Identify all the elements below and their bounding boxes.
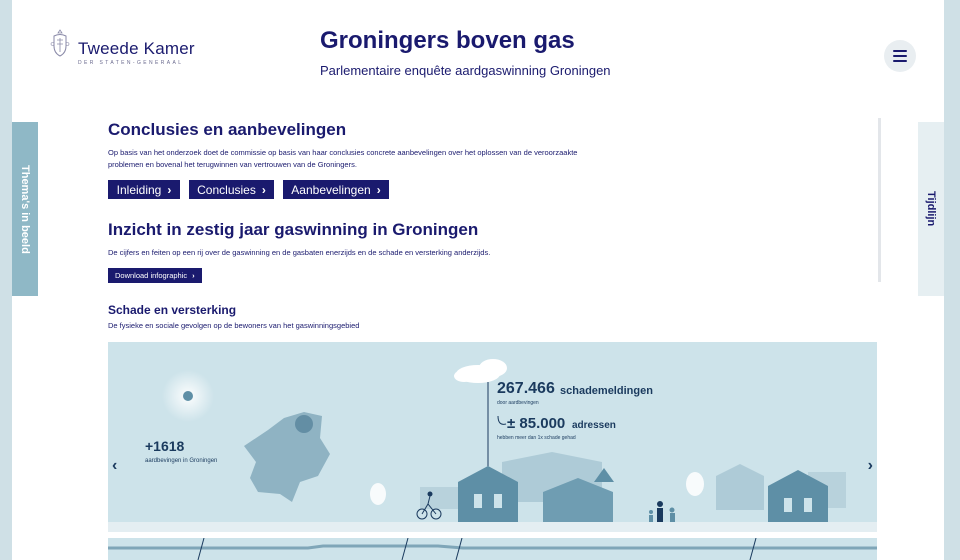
infographic-scene	[108, 342, 877, 532]
scrollbar[interactable]	[878, 118, 881, 282]
crest-icon	[50, 28, 70, 58]
inleiding-button[interactable]	[108, 180, 180, 199]
hook-line	[498, 416, 506, 424]
damage-reports-unit: schademeldingen	[560, 385, 653, 397]
left-edge	[0, 0, 12, 560]
themes-side-tab-label: Thema's in beeld	[19, 164, 31, 254]
menu-button[interactable]	[884, 40, 916, 72]
infographic-carousel	[108, 342, 877, 532]
tweede-kamer-logo[interactable]	[50, 28, 195, 66]
chevron-right-icon: ›	[376, 182, 381, 197]
chevron-right-icon: ›	[261, 182, 266, 197]
inleiding-button-label: Inleiding	[116, 182, 162, 197]
page-subtitle: Parlementaire enquête aardgaswinning Groningen	[320, 63, 611, 78]
insight-heading: Inzicht in zestig jaar gaswinning in Groningen	[108, 220, 479, 239]
timeline-side-tab[interactable]	[918, 122, 944, 296]
chevron-left-icon[interactable]: ‹	[112, 457, 118, 474]
infographic-ground-strip	[108, 538, 877, 560]
address-value: ± 85.000	[507, 415, 566, 432]
chevron-right-icon: ›	[167, 182, 172, 197]
damage-reports-label: door aardbevingen	[497, 400, 539, 406]
timeline-side-tab-label: Tijdlijn	[925, 191, 937, 227]
aanbevelingen-button-label: Aanbevelingen	[291, 182, 371, 197]
conclusions-heading: Conclusies en aanbevelingen	[108, 120, 347, 139]
right-edge	[944, 0, 960, 560]
themes-side-tab[interactable]	[12, 122, 38, 296]
chevron-right-icon: ›	[192, 271, 195, 280]
conclusions-text: Op basis van het onderzoek doet de commissie op basis van haar conclusies concrete aanbevelingen over het oplossen van de veroorzaakte problemen en bovenal het terugwinnen van vertrouwen van de Groningers.	[108, 148, 578, 169]
quakes-value: +1618	[145, 438, 185, 454]
hamburger-menu-icon-line	[893, 55, 907, 57]
ground-strip-graphic	[108, 538, 877, 560]
page-title: Groningers boven gas	[320, 27, 575, 54]
conclusies-button-label: Conclusies	[197, 182, 256, 197]
hamburger-menu-icon-line	[893, 60, 907, 62]
damage-reports-value: 267.466	[497, 380, 555, 397]
download-infographic-label: Download infographic	[115, 271, 188, 280]
damage-heading: Schade en versterking	[108, 303, 237, 317]
quakes-label: aardbevingen in Groningen	[145, 458, 218, 464]
address-unit: adressen	[572, 420, 616, 431]
insight-text: De cijfers en feiten op een rij over de gaswinning en de gasbaten enerzijds en de schade en versterking anderzijds.	[108, 248, 491, 257]
hamburger-menu-icon	[893, 50, 907, 52]
aanbevelingen-button[interactable]	[283, 180, 389, 199]
conclusies-button[interactable]	[189, 180, 274, 199]
groningen-marker	[295, 415, 313, 433]
sun-core	[183, 391, 193, 401]
netherlands-map	[244, 412, 330, 502]
chevron-right-icon[interactable]: ›	[867, 457, 873, 474]
logo-subtitle: DER STATEN-GENERAAL	[78, 60, 184, 66]
damage-text: De fysieke en sociale gevolgen op de bewoners van het gaswinningsgebied	[108, 321, 360, 330]
logo-name: Tweede Kamer	[78, 39, 195, 58]
download-infographic-button[interactable]	[108, 268, 202, 283]
address-label: hebben meer dan 1x schade gehad	[497, 435, 576, 441]
